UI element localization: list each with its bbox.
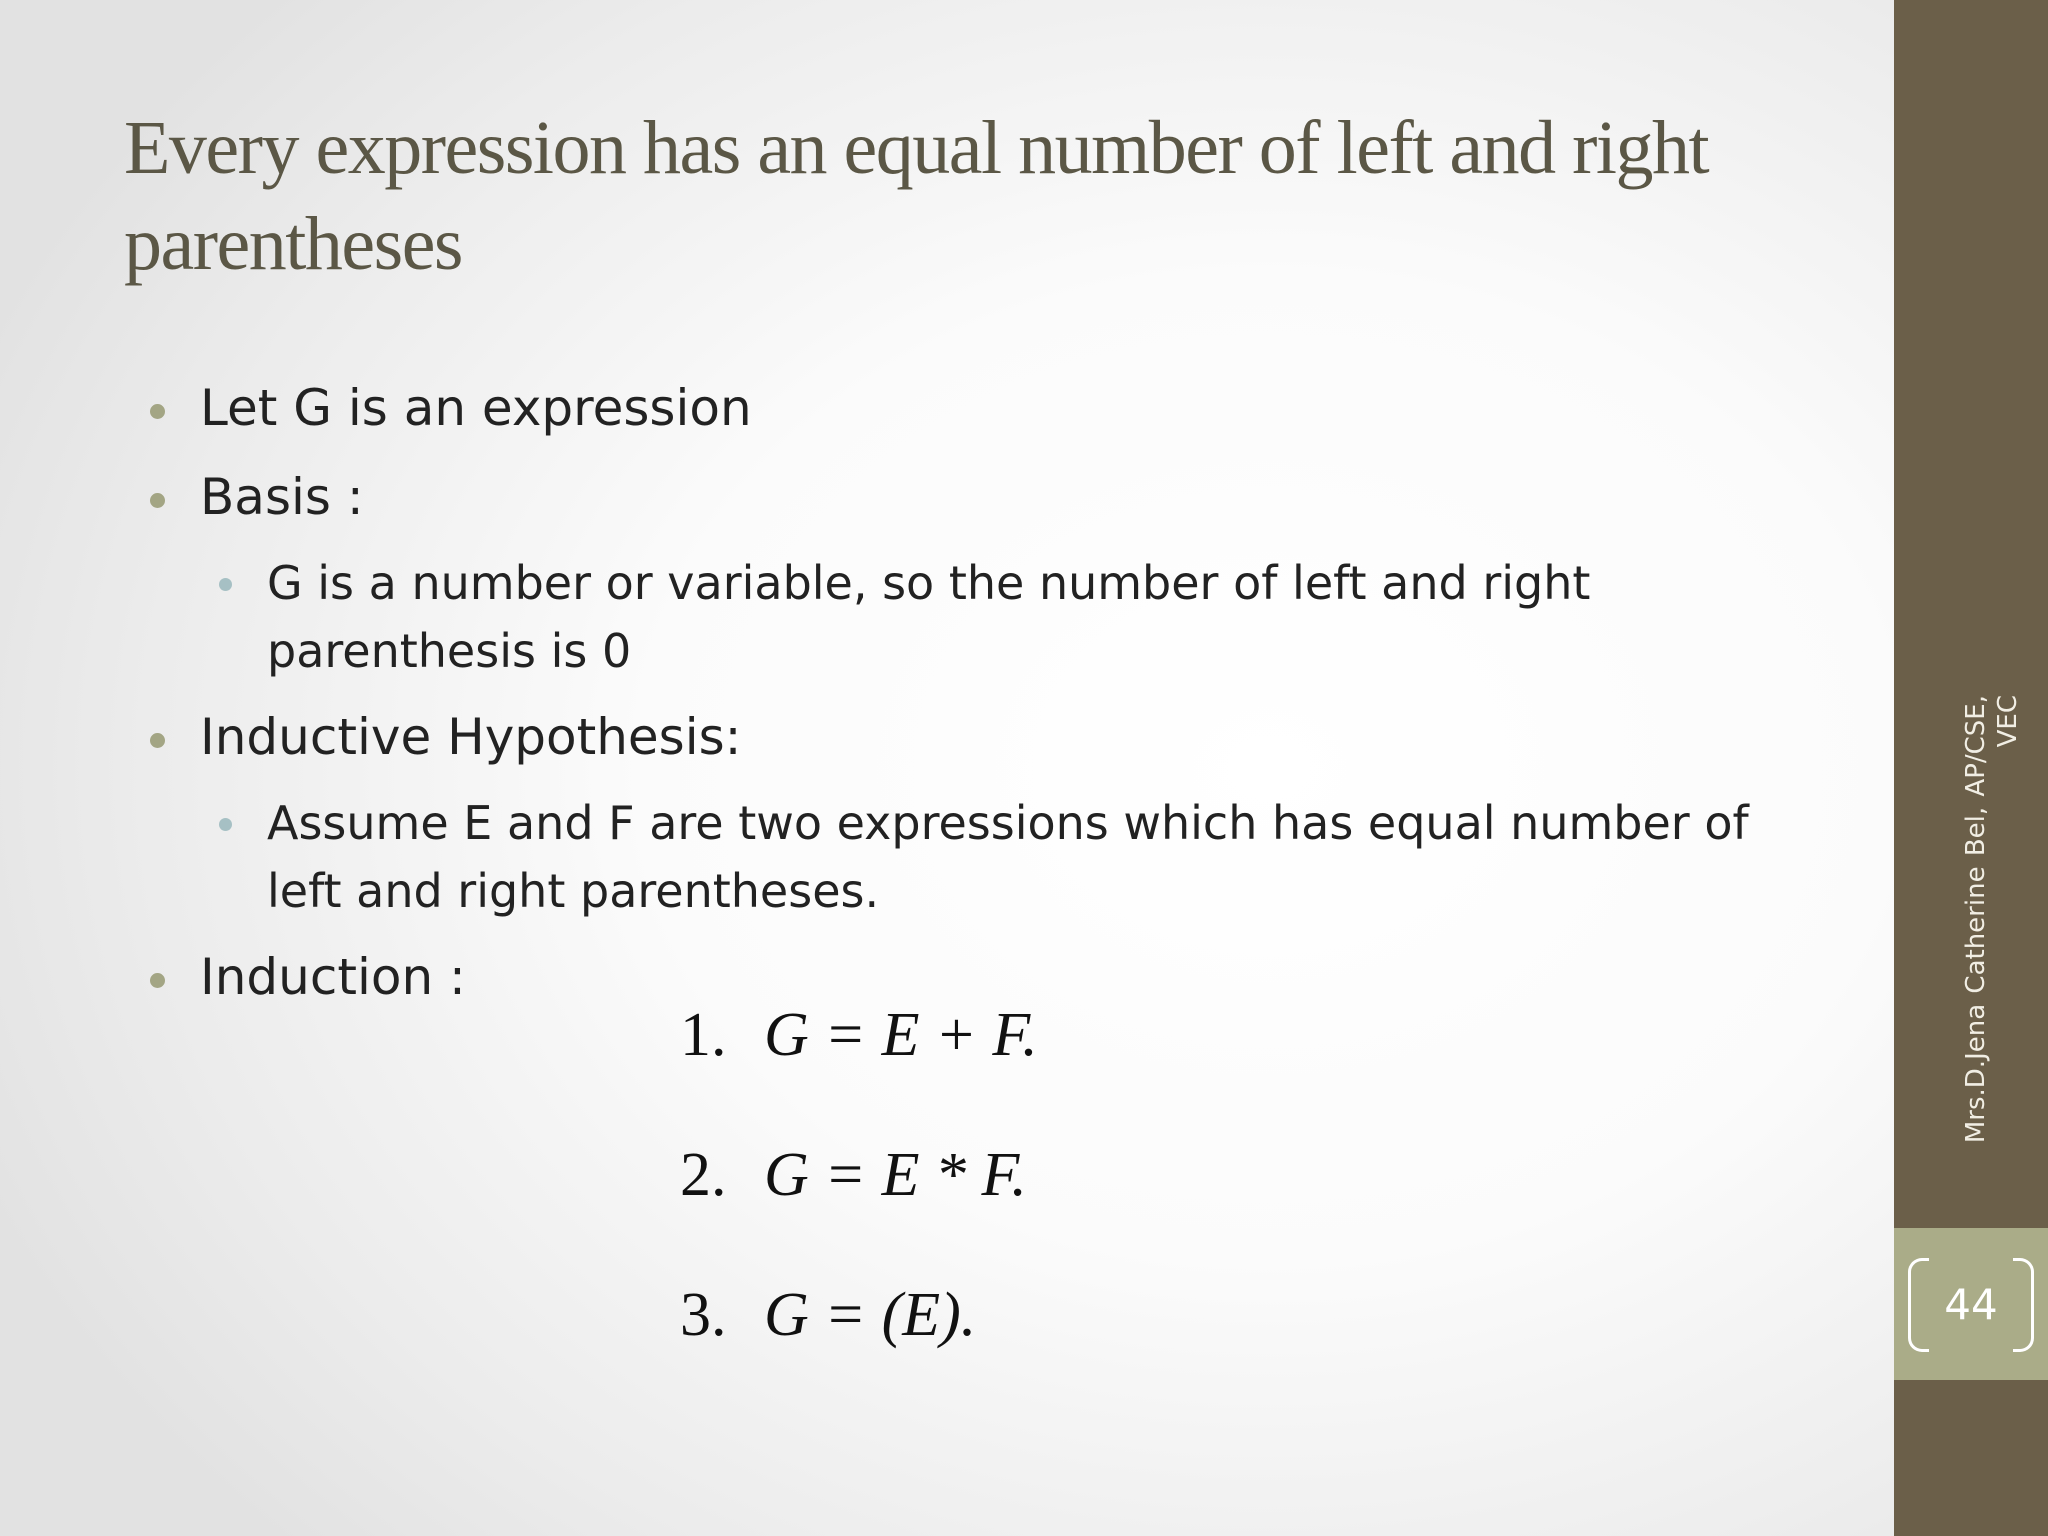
bullet-induction xyxy=(200,946,466,1008)
bullet-marker xyxy=(150,493,165,508)
slide-title: Every expression has an equal number of left and right parentheses xyxy=(124,106,1709,286)
sub-bullet-basis-detail xyxy=(267,549,1767,685)
equation-number: 2. xyxy=(680,1141,727,1209)
equation-expression: G = E * F. xyxy=(764,1141,1027,1209)
equation-expression: G = (E). xyxy=(764,1281,977,1349)
bullet-text: Inductive Hypothesis: xyxy=(200,708,742,766)
sub-bullet-text: G is a number or variable, so the number of left and right parenthesis is 0 xyxy=(267,556,1591,678)
induction-equations xyxy=(680,1000,1200,1420)
page-number-box xyxy=(1908,1258,2034,1350)
bullet-text: Induction : xyxy=(200,948,466,1006)
equation-number: 3. xyxy=(680,1281,727,1349)
equation-1 xyxy=(680,1000,1200,1140)
sub-bullet-marker xyxy=(219,578,232,591)
sub-bullet-text: Assume E and F are two expressions which has equal number of left and right parentheses. xyxy=(267,796,1749,918)
page-number: 44 xyxy=(1944,1280,1998,1329)
equation-expression: G = E + F. xyxy=(764,1001,1038,1069)
bullet-let xyxy=(200,377,752,439)
bullet-marker xyxy=(150,733,165,748)
page-number-band xyxy=(1894,1228,2048,1380)
sub-bullet-hypothesis-detail xyxy=(267,789,1767,925)
bullet-text: Let G is an expression xyxy=(200,379,752,437)
equation-number: 1. xyxy=(680,1001,727,1069)
bullet-hypothesis xyxy=(200,706,742,768)
bullet-marker xyxy=(150,973,165,988)
sub-bullet-marker xyxy=(219,818,232,831)
bullet-marker xyxy=(150,404,165,419)
bullet-text: Basis : xyxy=(200,468,364,526)
equation-3 xyxy=(680,1280,1200,1420)
equation-2 xyxy=(680,1140,1200,1280)
bullet-basis xyxy=(200,466,364,528)
footer-author: Mrs.D.Jena Catherine Bel, AP/CSE, VEC xyxy=(1961,695,2023,1144)
